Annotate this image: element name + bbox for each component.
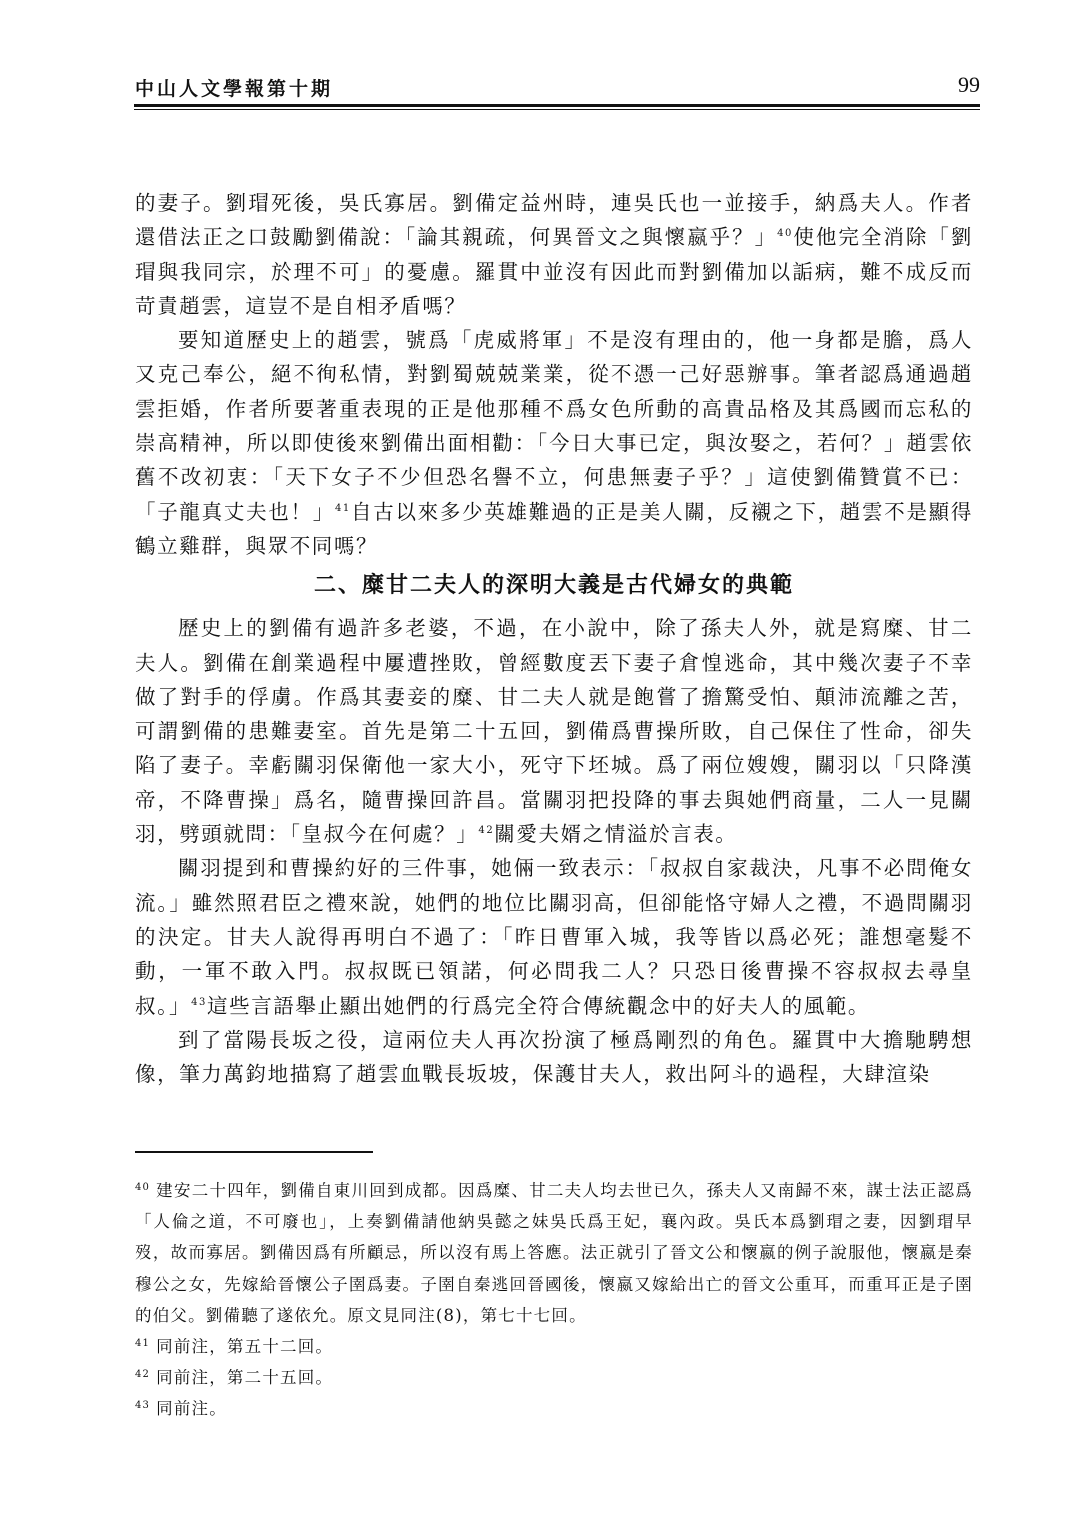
header-rule-thin	[134, 109, 980, 110]
footnote-text: 同前注，第二十五回。	[156, 1368, 334, 1388]
footnote-42	[135, 1362, 973, 1393]
footnote-ref-40[interactable]: 40	[777, 228, 794, 240]
footnote-40	[135, 1175, 973, 1331]
paragraph-text: 關愛夫婿之情溢於言表。	[494, 822, 738, 847]
paragraph-2	[135, 323, 973, 563]
footnote-mark: 43	[135, 1399, 151, 1411]
footnotes	[135, 1175, 973, 1425]
footnote-43	[135, 1393, 973, 1424]
main-text	[135, 186, 973, 1091]
paragraph-3	[135, 611, 973, 851]
footnote-41	[135, 1331, 973, 1362]
paragraph-text: 自古以來多少英雄難過的正是美人關，反襯之下，趙雲不是顯得鶴立雞群，與眾不同嗎？	[135, 499, 973, 558]
footnote-text: 同前注。	[156, 1399, 227, 1419]
footnote-separator	[135, 1151, 373, 1153]
footnote-mark: 40	[135, 1181, 151, 1193]
running-header	[135, 72, 980, 100]
footnote-ref-41[interactable]: 41	[334, 502, 351, 514]
paragraph-text: 歷史上的劉備有過許多老婆，不過，在小說中，除了孫夫人外，就是寫糜、甘二夫人。劉備在創業過程中屢遭挫敗，曾經數度丟下妻子倉惶逃命，其中幾次妻子不幸做了對手的俘虜。作爲其妻妾的糜、甘二夫人就是飽嘗了擔驚受怕、顛沛流離之苦，可謂劉備的患難妻室。首先是第二十五回，劉備爲曹操所敗，自己保住了性命，卻失陷了妻子。幸虧關羽保衛他一家大小，死守下坯城。爲了兩位嫂嫂，關羽以「只降漢帝，不降曹操」爲名，隨曹操回許昌。當關羽把投降的事去與她們商量，二人一見關羽，劈頭就問：「皇叔今在何處？」	[135, 616, 973, 847]
header-rule	[134, 104, 980, 107]
footnote-ref-42[interactable]: 42	[478, 825, 495, 837]
footnote-mark: 42	[135, 1368, 151, 1380]
section-heading: 二、糜甘二夫人的深明大義是古代婦女的典範	[313, 573, 794, 599]
footnote-text: 建安二十四年，劉備自東川回到成都。因爲糜、甘二夫人均去世已久，孫夫人又南歸不來，謀士法正認爲「人倫之道，不可廢也」，上奏劉備請他納吳懿之妹吳氏爲王妃，襄內政。吳氏本爲劉瑁之妻，因劉瑁早歿，故而寡居。劉備因爲有所顧忌，所以沒有馬上答應。法正就引了晉文公和懷嬴的例子說服他，懷嬴是秦穆公之女，先嫁給晉懷公子圉爲妻。子圉自秦逃回晉國後，懷嬴又嫁給出亡的晉文公重耳，而重耳正是子圉的伯父。劉備聽了遂依允。原文見同注(8)，第七十七回。	[135, 1181, 973, 1325]
paragraph-text: 使他完全消除「劉瑁與我同宗，於理不可」的憂慮。羅貫中並沒有因此而對劉備加以詬病，難不成反而苛責趙雲，這豈不是自相矛盾嗎？	[135, 225, 973, 318]
paragraph-4	[135, 851, 973, 1022]
footnote-mark: 41	[135, 1337, 151, 1349]
footnote-ref-43[interactable]: 43	[191, 996, 207, 1008]
footnote-text: 同前注，第五十二回。	[156, 1337, 334, 1357]
paragraph-5	[135, 1023, 973, 1092]
paragraph-1	[135, 186, 973, 323]
paragraph-text: 這些言語舉止顯出她們的行爲完全符合傳統觀念中的好夫人的風範。	[207, 993, 870, 1018]
paragraph-text: 要知道歷史上的趙雲，號爲「虎威將軍」不是沒有理由的，他一身都是膽，爲人又克己奉公，絕不徇私情，對劉蜀兢兢業業，從不憑一己好惡辦事。筆者認爲通過趙雲拒婚，作者所要著重表現的正是他那種不爲女色所動的高貴品格及其爲國而忘私的崇高精神，所以即使後來劉備出面相勸：「今日大事已定，與汝娶之，若何？」趙雲依舊不改初衷：「天下女子不少但恐名譽不立，何患無妻子乎？」這使劉備贊賞不已：「子龍真丈夫也！」	[135, 328, 973, 524]
journal-title: 中山人文學報第十期	[135, 78, 334, 100]
paragraph-text: 關羽提到和曹操約好的三件事，她倆一致表示：「叔叔自家裁決，凡事不必問俺女流。」雖然照君臣之禮來說，她們的地位比關羽高，但卻能恪守婦人之禮，不過問關羽的決定。甘夫人說得再明白不過了：「昨日曹軍入城，我等皆以爲必死；誰想毫髮不動，一軍不敢入門。叔叔既已領諾，何必問我二人？只恐日後曹操不容叔叔去尋皇叔。」	[135, 856, 973, 1018]
page-number: 99	[958, 72, 980, 97]
paragraph-text: 到了當陽長坂之役，這兩位夫人再次扮演了極爲剛烈的角色。羅貫中大擔馳騁想像，筆力萬鈞地描寫了趙雲血戰長坂坡，保護甘夫人，救出阿斗的過程，大肆渲染	[135, 1027, 973, 1087]
paragraph-text: 的妻子。劉瑁死後，吳氏寡居。劉備定益州時，連吳氏也一並接手，納爲夫人。作者還借法正之口鼓勵劉備說：「論其親疏，何異晉文之與懷嬴乎？」	[135, 191, 973, 250]
